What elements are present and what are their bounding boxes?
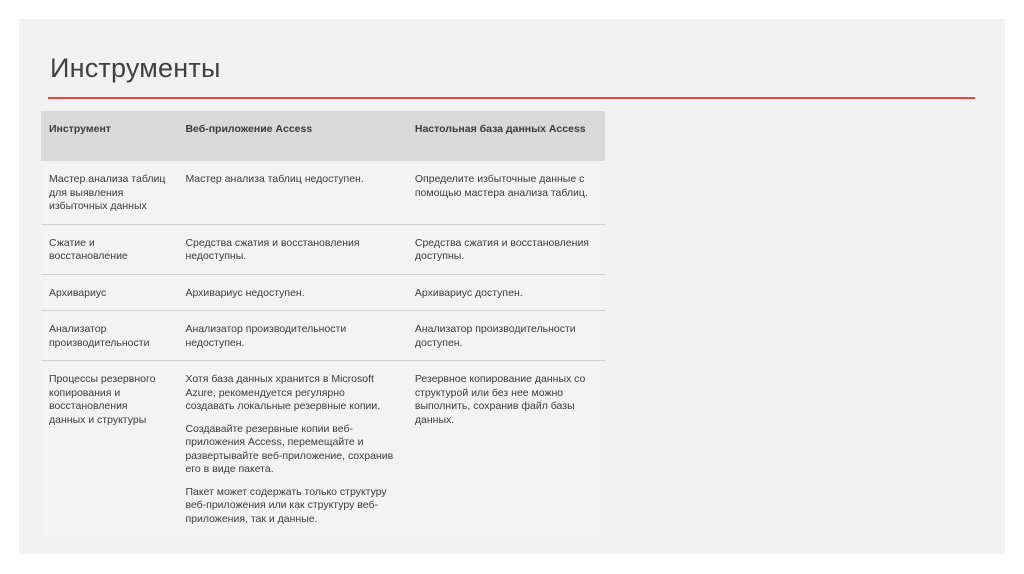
cell-web-paragraph: Архивариус недоступен. [185,286,305,299]
cell-desktop: Определите избыточные данные с помощью мастера анализа таблиц. [403,161,605,224]
table-row [41,311,605,361]
table-row [41,161,605,224]
cell-web-paragraph: Анализатор производительности недоступен. [185,323,347,349]
cell-desktop: Архивариус доступен. [403,274,605,311]
cell-web [173,161,402,224]
table-row [41,361,605,537]
title-divider [48,97,975,99]
cell-web-paragraph: Пакет может содержать только структуру веб-приложения или как структуру веб-приложения, так и данные. [185,485,387,525]
header-desktop-db: Настольная база данных Access [403,111,605,161]
cell-web-paragraph: Мастер анализа таблиц недоступен. [185,173,364,185]
cell-web [173,224,402,274]
header-tool: Инструмент [41,111,173,161]
cell-web [173,311,402,361]
cell-tool: Архивариус [41,274,173,311]
cell-tool: Сжатие и восстановление [41,224,173,274]
cell-web-paragraph: Хотя база данных хранится в Microsoft Azure, рекомендуется регулярно создавать локальные резервные копии. [185,373,381,412]
cell-desktop: Резервное копирование данных со структурой или без нее можно выполнить, сохранив файл базы данных. [414,373,586,426]
cell-desktop: Анализатор производительности доступен. [403,311,605,361]
header-web-app: Веб-приложение Access [173,111,402,161]
cell-tool: Анализатор производительности [41,311,173,361]
table-header-row [41,111,605,161]
cell-desktop: Средства сжатия и восстановления доступны. [403,224,605,274]
cell-web [173,361,402,537]
cell-tool: Мастер анализа таблиц для выявления избыточных данных [41,161,173,224]
table-row [41,224,605,274]
slide [19,19,1005,554]
cell-web [173,274,402,311]
cell-web-paragraph: Создавайте резервные копии веб-приложения Access, перемещайте и развертывайте веб-приложение, сохранив его в виде пакета. [185,422,394,475]
cell-web-paragraph: Средства сжатия и восстановления недоступны. [185,236,360,262]
slide-title: Инструменты [50,53,221,83]
cell-tool: Процессы резервного копирования и восстановления данных и структуры [49,373,156,426]
tools-comparison-table [41,111,605,536]
table-row [41,274,605,311]
